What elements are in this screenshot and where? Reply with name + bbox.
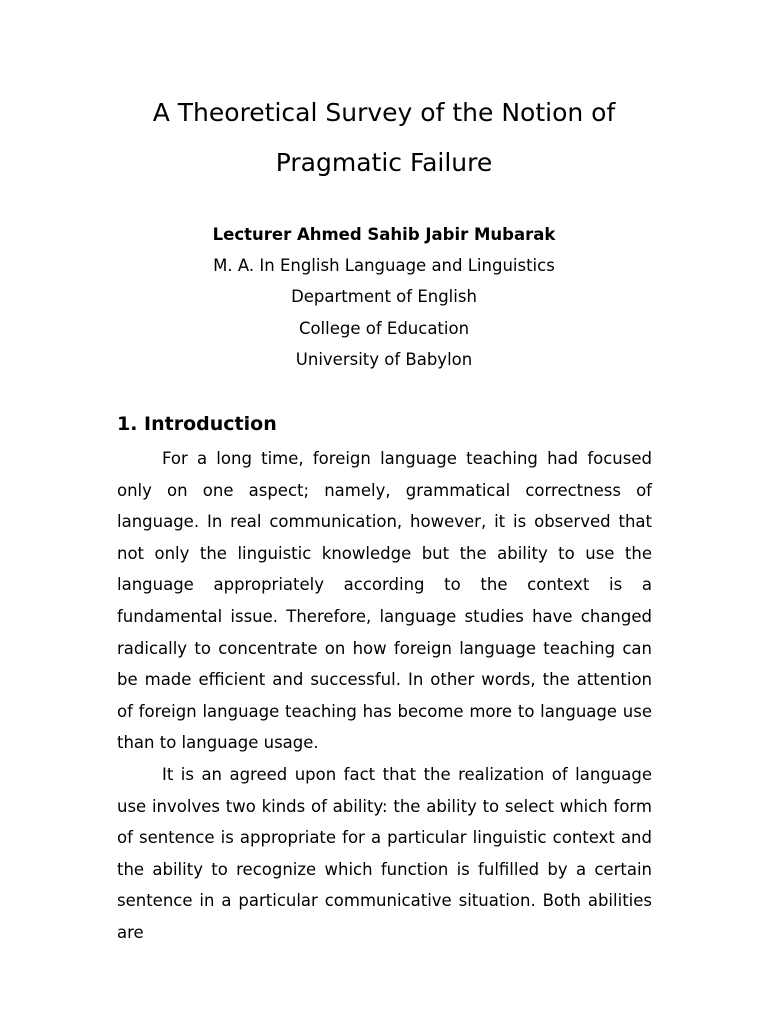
section-heading: 1. Introduction [117,413,277,435]
author-department: Department of English [291,287,477,307]
author-block [100,219,668,375]
paper-title [100,88,668,188]
author-name: Lecturer Ahmed Sahib Jabir Mubarak [212,225,556,244]
paragraph-2: It is an agreed upon fact that the realization of language use involves two kinds of ability: the ability to select which form of sentence is appropriate for a particular linguistic context and the ability to recognize which function is fulfilled by a certain sentence in a particular communicative situation. Both abilities are [117,764,652,942]
author-university: University of Babylon [295,349,473,369]
section-body [117,443,652,949]
author-degree: M. A. In English Language and Linguistics [213,256,555,276]
paper-title-line-2: Pragmatic Failure [275,148,493,177]
paper-title-line-1: A Theoretical Survey of the Notion of [152,98,616,127]
author-college: College of Education [298,318,470,338]
paragraph-1: For a long time, foreign language teaching had focused only on one aspect; namely, grammatical correctness of language. In real communication, however, it is observed that not only the linguistic knowledge but the ability to use the language appropriately according to the context is a fundamental issue. Therefore, language studies have changed radically to concentrate on how foreign language teaching can be made efficient and successful. In other words, the attention of foreign language teaching has become more to language use than to language usage. [117,449,652,753]
